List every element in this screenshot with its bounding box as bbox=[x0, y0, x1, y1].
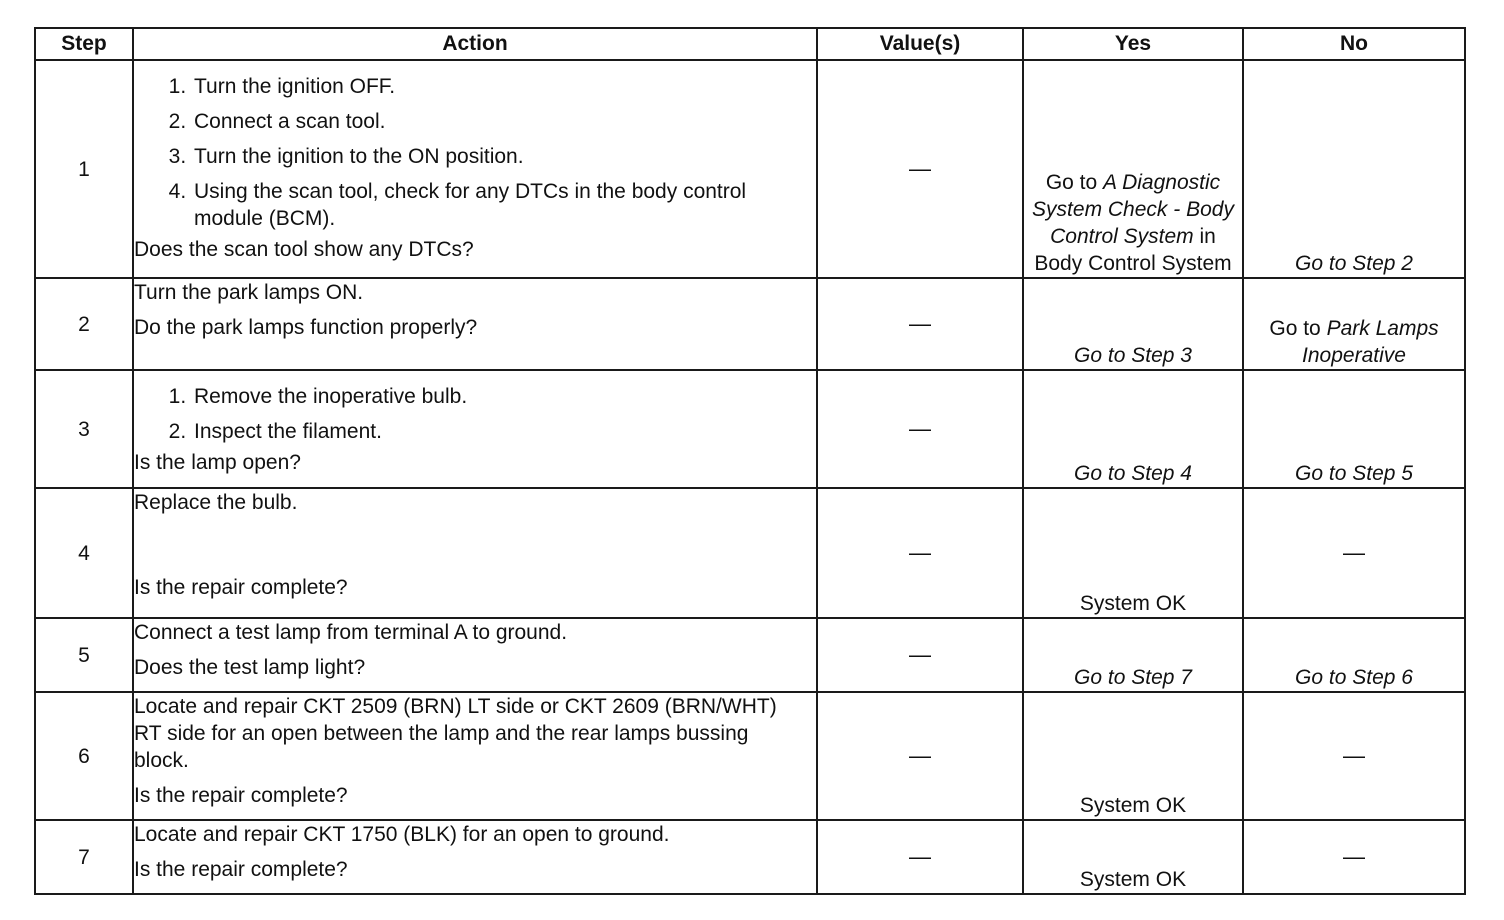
action-text: Turn the park lamps ON. bbox=[134, 281, 364, 304]
yes-link-text: A Diagnostic System Check - Body Control System bbox=[1032, 171, 1234, 248]
table-row bbox=[35, 618, 1465, 692]
step-number: 6 bbox=[35, 692, 133, 820]
header-no: No bbox=[1243, 28, 1465, 60]
spacer bbox=[134, 524, 816, 574]
no-cell bbox=[1243, 488, 1465, 618]
action-question: Does the scan tool show any DTCs? bbox=[134, 238, 474, 261]
step-number: 5 bbox=[35, 618, 133, 692]
action-text: Locate and repair CKT 2509 (BRN) LT side or CKT 2609 (BRN/WHT) RT side for an open between the lamp and the rear lamps bussing block. bbox=[134, 695, 777, 772]
step-number: 1 bbox=[35, 60, 133, 278]
action-item: 4. Using the scan tool, check for any DTCs in the body control module (BCM). bbox=[192, 178, 816, 232]
action-cell bbox=[133, 60, 817, 278]
yes-text: in Body Control System bbox=[1034, 225, 1232, 275]
action-text: Replace the bulb. bbox=[134, 491, 298, 514]
yes-cell: Go to Step 3 bbox=[1023, 278, 1243, 370]
no-link-text: Park Lamps Inoperative bbox=[1302, 317, 1439, 367]
table-row bbox=[35, 488, 1465, 618]
action-text: Locate and repair CKT 1750 (BLK) for an open to ground. bbox=[134, 823, 670, 846]
table-row bbox=[35, 692, 1465, 820]
header-values: Value(s) bbox=[817, 28, 1023, 60]
yes-cell: Go to Step 4 bbox=[1023, 370, 1243, 488]
no-cell bbox=[1243, 278, 1465, 370]
no-text: Go to bbox=[1269, 317, 1327, 340]
action-cell bbox=[133, 692, 817, 820]
yes-cell: Go to Step 7 bbox=[1023, 618, 1243, 692]
yes-cell: System OK bbox=[1023, 488, 1243, 618]
no-cell bbox=[1243, 820, 1465, 894]
value-dash: — bbox=[909, 416, 931, 441]
action-question: Does the test lamp light? bbox=[134, 656, 366, 679]
value-cell bbox=[817, 618, 1023, 692]
value-dash: — bbox=[909, 311, 931, 336]
step-number: 4 bbox=[35, 488, 133, 618]
value-cell bbox=[817, 278, 1023, 370]
action-question: Is the lamp open? bbox=[134, 451, 301, 474]
action-cell bbox=[133, 370, 817, 488]
action-question: Is the repair complete? bbox=[134, 576, 348, 599]
yes-cell bbox=[1023, 60, 1243, 278]
no-cell: Go to Step 5 bbox=[1243, 370, 1465, 488]
table-row bbox=[35, 820, 1465, 894]
table-row bbox=[35, 278, 1465, 370]
header-step: Step bbox=[35, 28, 133, 60]
no-dash: — bbox=[1343, 540, 1365, 565]
yes-cell: System OK bbox=[1023, 692, 1243, 820]
value-dash: — bbox=[909, 156, 931, 181]
action-item: 2. Connect a scan tool. bbox=[192, 108, 816, 135]
value-cell bbox=[817, 60, 1023, 278]
action-list bbox=[134, 383, 816, 445]
no-dash: — bbox=[1343, 743, 1365, 768]
header-yes: Yes bbox=[1023, 28, 1243, 60]
step-number: 2 bbox=[35, 278, 133, 370]
value-dash: — bbox=[909, 540, 931, 565]
action-cell bbox=[133, 278, 817, 370]
yes-text: Go to bbox=[1045, 171, 1104, 194]
action-question: Is the repair complete? bbox=[134, 858, 348, 881]
value-dash: — bbox=[909, 642, 931, 667]
diagnostic-table bbox=[34, 27, 1466, 895]
value-cell bbox=[817, 692, 1023, 820]
value-cell bbox=[817, 370, 1023, 488]
action-cell bbox=[133, 618, 817, 692]
header-action: Action bbox=[133, 28, 817, 60]
table-row bbox=[35, 60, 1465, 278]
action-cell bbox=[133, 488, 817, 618]
value-cell bbox=[817, 488, 1023, 618]
no-cell bbox=[1243, 692, 1465, 820]
action-item: 1. Remove the inoperative bulb. bbox=[192, 383, 816, 410]
no-cell: Go to Step 2 bbox=[1243, 60, 1465, 278]
action-item: 3. Turn the ignition to the ON position. bbox=[192, 143, 816, 170]
yes-cell: System OK bbox=[1023, 820, 1243, 894]
value-dash: — bbox=[909, 743, 931, 768]
header-row bbox=[35, 28, 1465, 60]
action-item: 1. Turn the ignition OFF. bbox=[192, 73, 816, 100]
table-row bbox=[35, 370, 1465, 488]
step-number: 3 bbox=[35, 370, 133, 488]
action-list bbox=[134, 73, 816, 232]
action-item: 2. Inspect the filament. bbox=[192, 418, 816, 445]
action-question: Do the park lamps function properly? bbox=[134, 316, 478, 339]
value-dash: — bbox=[909, 844, 931, 869]
value-cell bbox=[817, 820, 1023, 894]
action-cell bbox=[133, 820, 817, 894]
action-question: Is the repair complete? bbox=[134, 784, 348, 807]
action-text: Connect a test lamp from terminal A to ground. bbox=[134, 621, 568, 644]
no-dash: — bbox=[1343, 844, 1365, 869]
step-number: 7 bbox=[35, 820, 133, 894]
no-cell: Go to Step 6 bbox=[1243, 618, 1465, 692]
